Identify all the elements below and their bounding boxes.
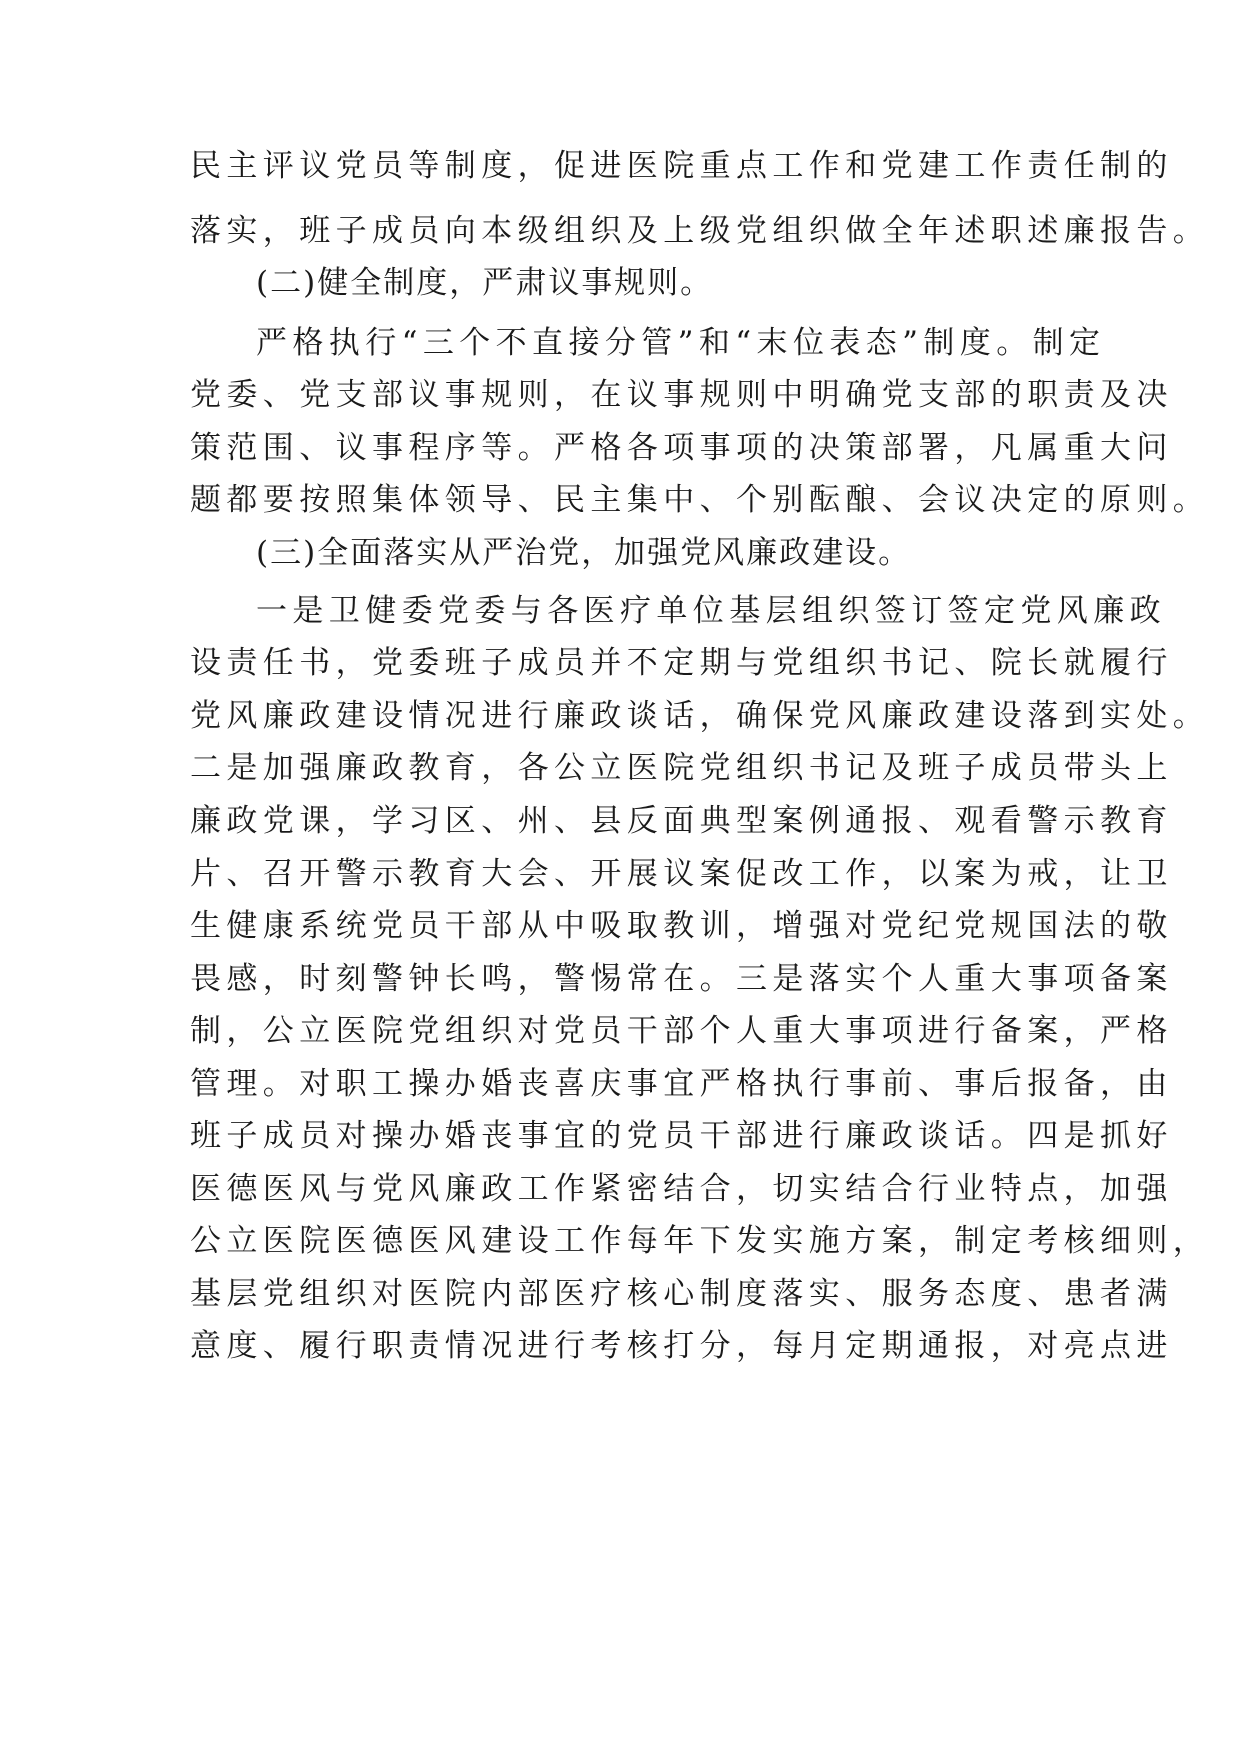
- text-line-16: 畏感，时刻警钟长鸣，警惕常在。三是落实个人重大事项备案: [190, 961, 1173, 997]
- text-line-13: 廉政党课，学习区、州、县反面典型案例通报、观看警示教育: [190, 803, 1173, 839]
- text-line-6: 策范围、议事程序等。严格各项事项的决策部署，凡属重大问: [190, 430, 1173, 466]
- text-line-9: 一是卫健委党委与各医疗单位基层组织签订签定党风廉政: [256, 593, 1166, 629]
- text-line-1: 民主评议党员等制度，促进医院重点工作和党建工作责任制的: [190, 148, 1173, 184]
- text-line-23: 意度、履行职责情况进行考核打分，每月定期通报，对亮点进: [190, 1328, 1173, 1364]
- text-line-22: 基层党组织对医院内部医疗核心制度落实、服务态度、患者满: [190, 1276, 1173, 1312]
- text-line-18: 管理。对职工操办婚丧喜庆事宜严格执行事前、事后报备，由: [190, 1066, 1173, 1102]
- text-line-19: 班子成员对操办婚丧事宜的党员干部进行廉政谈话。四是抓好: [190, 1118, 1173, 1154]
- text-line-14: 片、召开警示教育大会、开展议案促改工作，以案为戒，让卫: [190, 856, 1173, 892]
- text-line-10: 设责任书，党委班子成员并不定期与党组织书记、院长就履行: [190, 645, 1173, 681]
- text-line-2: 落实，班子成员向本级组织及上级党组织做全年述职述廉报告。: [190, 213, 1210, 249]
- text-line-20: 医德医风与党风廉政工作紧密结合，切实结合行业特点，加强: [190, 1171, 1173, 1207]
- section-heading-2: (二)健全制度，严肃议事规则。: [256, 265, 714, 301]
- text-line-12: 二是加强廉政教育，各公立医院党组织书记及班子成员带头上: [190, 750, 1173, 786]
- text-line-17: 制，公立医院党组织对党员干部个人重大事项进行备案，严格: [190, 1013, 1173, 1049]
- text-line-7: 题都要按照集体领导、民主集中、个别酝酿、会议决定的原则。: [190, 482, 1210, 518]
- text-line-5: 党委、党支部议事规则，在议事规则中明确党支部的职责及决: [190, 377, 1173, 413]
- section-heading-3: (三)全面落实从严治党，加强党风廉政建设。: [256, 535, 912, 571]
- text-line-11: 党风廉政建设情况进行廉政谈话，确保党风廉政建设落到实处。: [190, 698, 1210, 734]
- text-line-15: 生健康系统党员干部从中吸取教训，增强对党纪党规国法的敬: [190, 908, 1173, 944]
- text-line-4: 严格执行“三个不直接分管”和“末位表态”制度。制定: [256, 325, 1106, 361]
- text-line-21: 公立医院医德医风建设工作每年下发实施方案，制定考核细则，: [190, 1223, 1210, 1259]
